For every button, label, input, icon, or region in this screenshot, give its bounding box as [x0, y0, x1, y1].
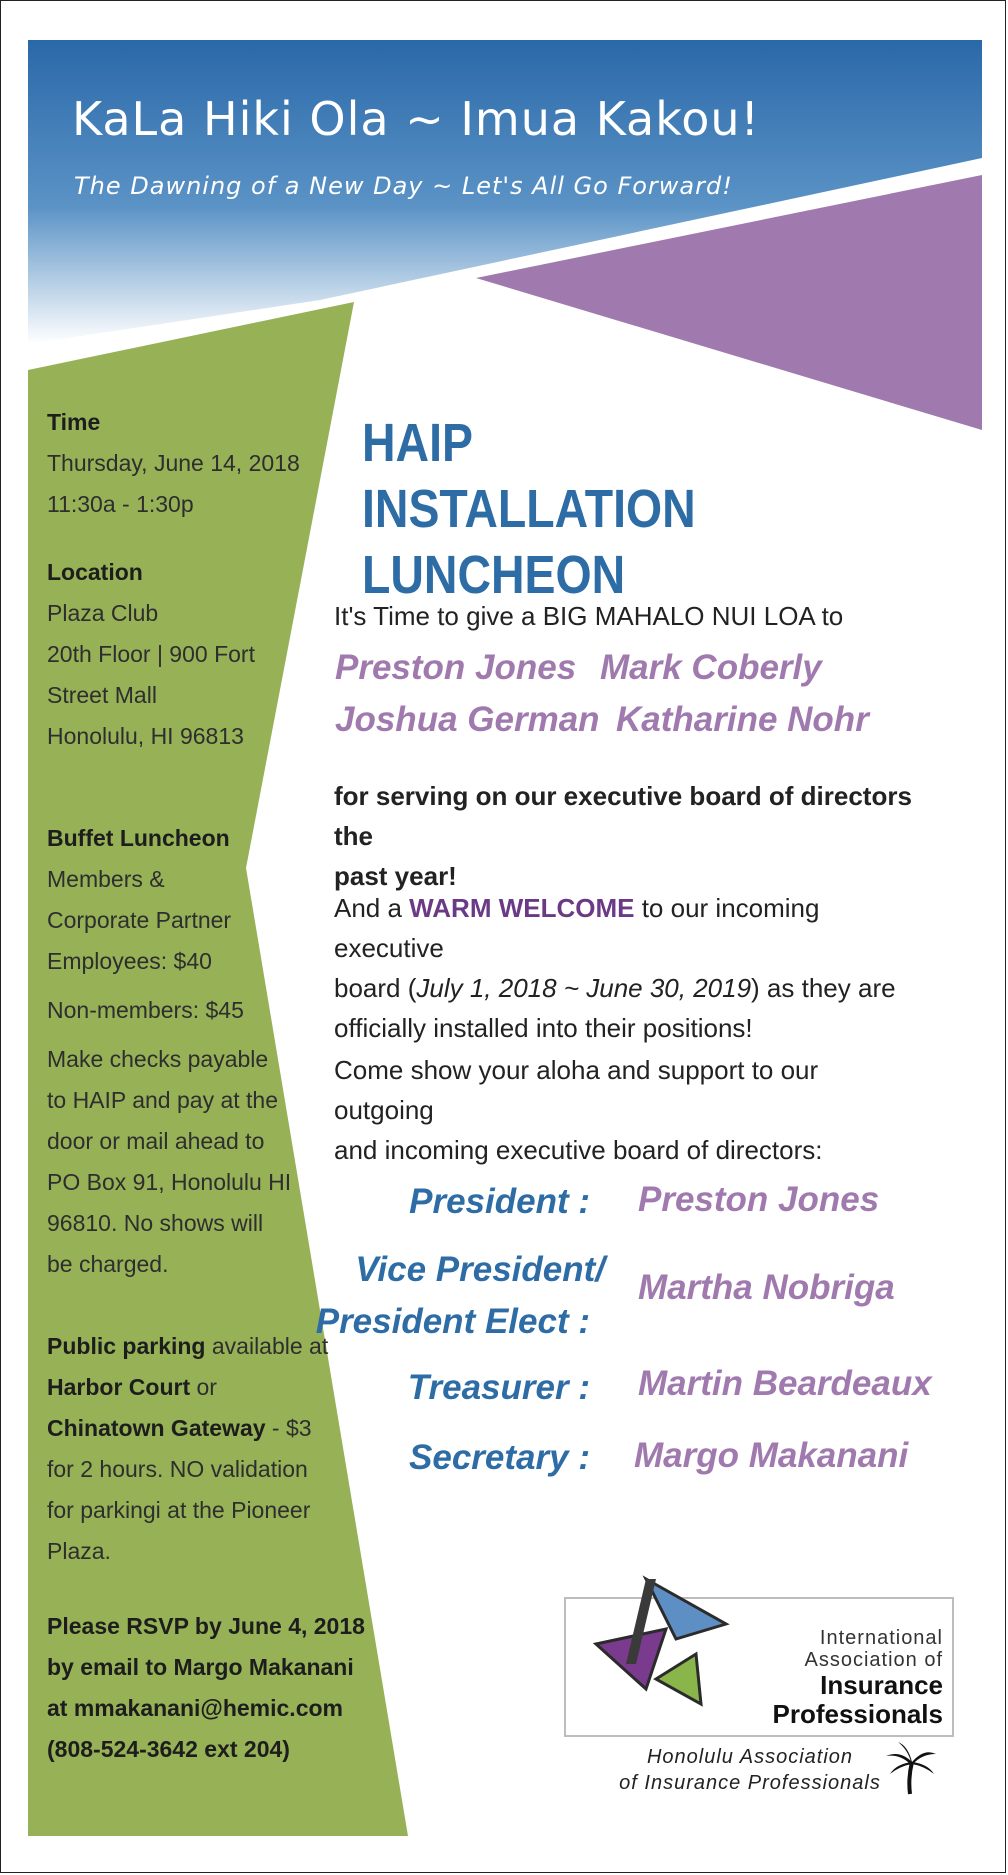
- header-title: KaLa Hiki Ola ~ Imua Kakou!: [72, 92, 760, 146]
- footer-association: [590, 1744, 910, 1796]
- parking-text: or: [190, 1374, 217, 1400]
- rsvp-line: Please RSVP by June 4, 2018: [47, 1613, 365, 1639]
- logo-line: Association of: [804, 1649, 943, 1671]
- outgoing-name: Joshua German: [335, 700, 600, 739]
- role-label: Secretary: [409, 1438, 569, 1477]
- board-post: ) as they are: [751, 973, 896, 1003]
- role-colon: :: [578, 1368, 590, 1407]
- checks-line: be charged.: [47, 1251, 169, 1277]
- role-label: President Elect: [315, 1302, 569, 1341]
- officer-role-president: [409, 1176, 590, 1228]
- officially-line: officially installed into their positions!: [334, 1013, 753, 1043]
- parking-bold: Public parking: [47, 1333, 206, 1359]
- officer-name-president: Preston Jones: [638, 1180, 880, 1219]
- role-label: Treasurer: [407, 1368, 569, 1407]
- location-line: Honolulu, HI 96813: [47, 723, 244, 749]
- officer-role-vp-line1: Vice President/: [355, 1250, 605, 1289]
- title-line: HAIP INSTALLATION: [362, 413, 696, 539]
- role-colon: :: [578, 1182, 590, 1221]
- parking-text: available at: [205, 1333, 329, 1359]
- welcome-line: [334, 888, 914, 968]
- rsvp-section: [47, 1606, 367, 1770]
- time-section: [47, 402, 327, 525]
- parking-text: - $3: [265, 1415, 312, 1441]
- buffet-heading: Buffet Luncheon: [47, 825, 230, 851]
- time-hours: 11:30a - 1:30p: [47, 491, 194, 517]
- officer-name-vp: Martha Nobriga: [638, 1268, 895, 1307]
- parking-line: Plaza.: [47, 1538, 111, 1564]
- logo-line: Insurance: [820, 1670, 943, 1700]
- board-line: [334, 968, 914, 1008]
- serving-text: [334, 776, 914, 896]
- buffet-line: Corporate Partner: [47, 907, 232, 933]
- outgoing-name: Preston Jones: [335, 648, 577, 687]
- rsvp-phone: (808-524-3642 ext 204): [47, 1736, 290, 1762]
- come-line: and incoming executive board of directors:: [334, 1135, 823, 1165]
- officer-role-secretary: [409, 1432, 590, 1484]
- serving-line: past year!: [334, 861, 457, 891]
- rsvp-line: by email to Margo Makanani: [47, 1654, 354, 1680]
- parking-line: for 2 hours. NO validation: [47, 1456, 308, 1482]
- come-line: Come show your aloha and support to our outgoing: [334, 1055, 819, 1125]
- officer-name-secretary: Margo Makanani: [634, 1436, 909, 1475]
- board-dates: July 1, 2018 ~ June 30, 2019: [416, 973, 752, 1003]
- checks-line: PO Box 91, Honolulu HI: [47, 1169, 292, 1195]
- location-section: [47, 552, 327, 757]
- footer-line: of Insurance Professionals: [619, 1772, 881, 1794]
- checks-line: 96810. No shows will: [47, 1210, 264, 1236]
- checks-line: door or mail ahead to: [47, 1128, 265, 1154]
- parking-line: [47, 1408, 347, 1449]
- checks-line: Make checks payable: [47, 1046, 269, 1072]
- logo-line: International: [819, 1627, 943, 1649]
- parking-line: [47, 1367, 347, 1408]
- location-line: 20th Floor | 900 Fort: [47, 641, 255, 667]
- officer-role-treasurer: [408, 1362, 590, 1414]
- buffet-section: [47, 818, 327, 1285]
- rsvp-email: at mmakanani@hemic.com: [47, 1695, 343, 1721]
- time-heading: Time: [47, 409, 101, 435]
- come-show-text: [334, 1050, 914, 1170]
- checks-line: to HAIP and pay at the: [47, 1087, 279, 1113]
- outgoing-name: Mark Coberly: [600, 648, 822, 687]
- officer-name-treasurer: Martin Beardeaux: [638, 1364, 932, 1403]
- parking-bold: Chinatown Gateway: [47, 1415, 266, 1441]
- location-line: Plaza Club: [47, 600, 159, 626]
- location-heading: Location: [47, 559, 143, 585]
- officer-role-vp-line2: [316, 1296, 590, 1348]
- role-colon: :: [578, 1302, 590, 1341]
- serving-line: for serving on our executive board of directors the: [334, 781, 912, 851]
- iaip-logo-box: [564, 1597, 954, 1737]
- welcome-pre: And a: [334, 893, 410, 923]
- mahalo-text: It's Time to give a BIG MAHALO NUI LOA to: [334, 601, 844, 631]
- nonmember-price: Non-members: $45: [47, 997, 244, 1023]
- buffet-line: Members &: [47, 866, 165, 892]
- parking-line: [47, 1326, 347, 1367]
- outgoing-name: Katharine Nohr: [616, 700, 869, 739]
- warm-welcome: WARM WELCOME: [409, 893, 635, 923]
- role-label: President: [409, 1182, 569, 1221]
- page-title: [362, 410, 809, 608]
- logo-line: Professionals: [772, 1699, 943, 1729]
- palm-tree-icon: [882, 1740, 938, 1796]
- welcome-text: [334, 888, 914, 1048]
- buffet-line: Employees: $40: [47, 948, 212, 974]
- title-line: LUNCHEON: [362, 545, 626, 605]
- role-colon: :: [578, 1438, 590, 1477]
- parking-line: for parkingi at the Pioneer: [47, 1497, 311, 1523]
- location-line: Street Mall: [47, 682, 157, 708]
- board-pre: board (: [334, 973, 417, 1003]
- welcome-post: to our incoming executive: [334, 893, 820, 963]
- time-date: Thursday, June 14, 2018: [47, 450, 300, 476]
- header-subtitle: The Dawning of a New Day ~ Let's All Go Forward!: [74, 172, 733, 200]
- parking-bold: Harbor Court: [47, 1374, 191, 1400]
- parking-section: [47, 1326, 347, 1572]
- footer-line: Honolulu Association: [646, 1746, 854, 1768]
- logo-text: [721, 1627, 943, 1729]
